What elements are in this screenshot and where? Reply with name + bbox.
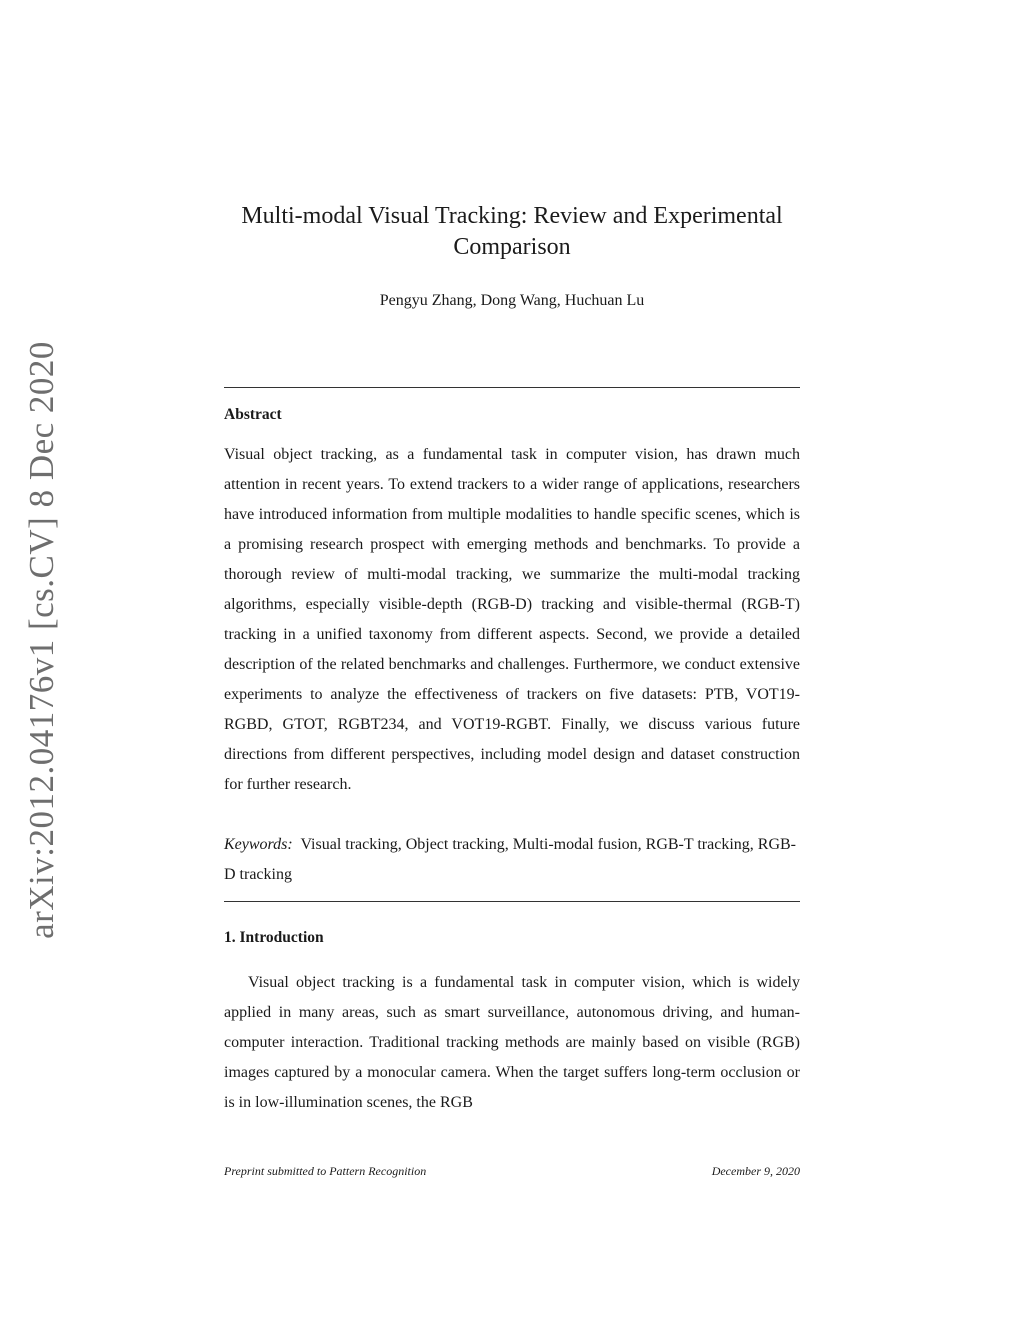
- keywords-list: Visual tracking, Object tracking, Multi-modal fusion, RGB-T tracking, RGB-D tracking: [224, 836, 796, 883]
- abstract-heading: Abstract: [224, 406, 282, 423]
- footer-date: December 9, 2020: [711, 1164, 800, 1178]
- keywords-label: Keywords:: [224, 836, 293, 853]
- footer-submission-note: Preprint submitted to Pattern Recognition: [224, 1164, 427, 1178]
- abstract-bottom-rule: [224, 901, 800, 902]
- section-heading-introduction: 1. Introduction: [224, 929, 324, 946]
- abstract-text: Visual object tracking, as a fundamental task in computer vision, has drawn much attention in recent years. To extend trackers to a wider range of applications, researchers have introduced information from multiple modalities to handle specific scenes, which is a promising research prospect with emerging methods and benchmarks. To provide a thorough review of multi-modal tracking, we summarize the multi-modal tracking algorithms, especially visible-depth (RGB-D) tracking and visible-thermal (RGB-T) tracking in a unified taxonomy from different aspects. Second, we provide a detailed description of the related benchmarks and challenges. Furthermore, we conduct extensive experiments to analyze the effectiveness of trackers on five datasets: PTB, VOT19-RGBD, GTOT, RGBT234, and VOT19-RGBT. Finally, we discuss various future directions from different perspectives, including model design and dataset construction for further research.: [224, 446, 800, 793]
- keywords: [224, 830, 800, 890]
- paper-title: Multi-modal Visual Tracking: Review and Experimental Comparison: [241, 203, 783, 260]
- arxiv-stamp-text: arXiv:2012.04176v1 [cs.CV] 8 Dec 2020: [22, 341, 61, 939]
- abstract-top-rule: [224, 387, 800, 388]
- introduction-text: Visual object tracking is a fundamental task in computer vision, which is widely applied in many areas, such as smart surveillance, autonomous driving, and human-computer interaction. Traditional tracking methods are mainly based on visible (RGB) images captured by a monocular camera. When the target suffers long-term occlusion or is in low-illumination scenes, the RGB: [224, 974, 800, 1111]
- paper-authors: Pengyu Zhang, Dong Wang, Huchuan Lu: [379, 292, 645, 309]
